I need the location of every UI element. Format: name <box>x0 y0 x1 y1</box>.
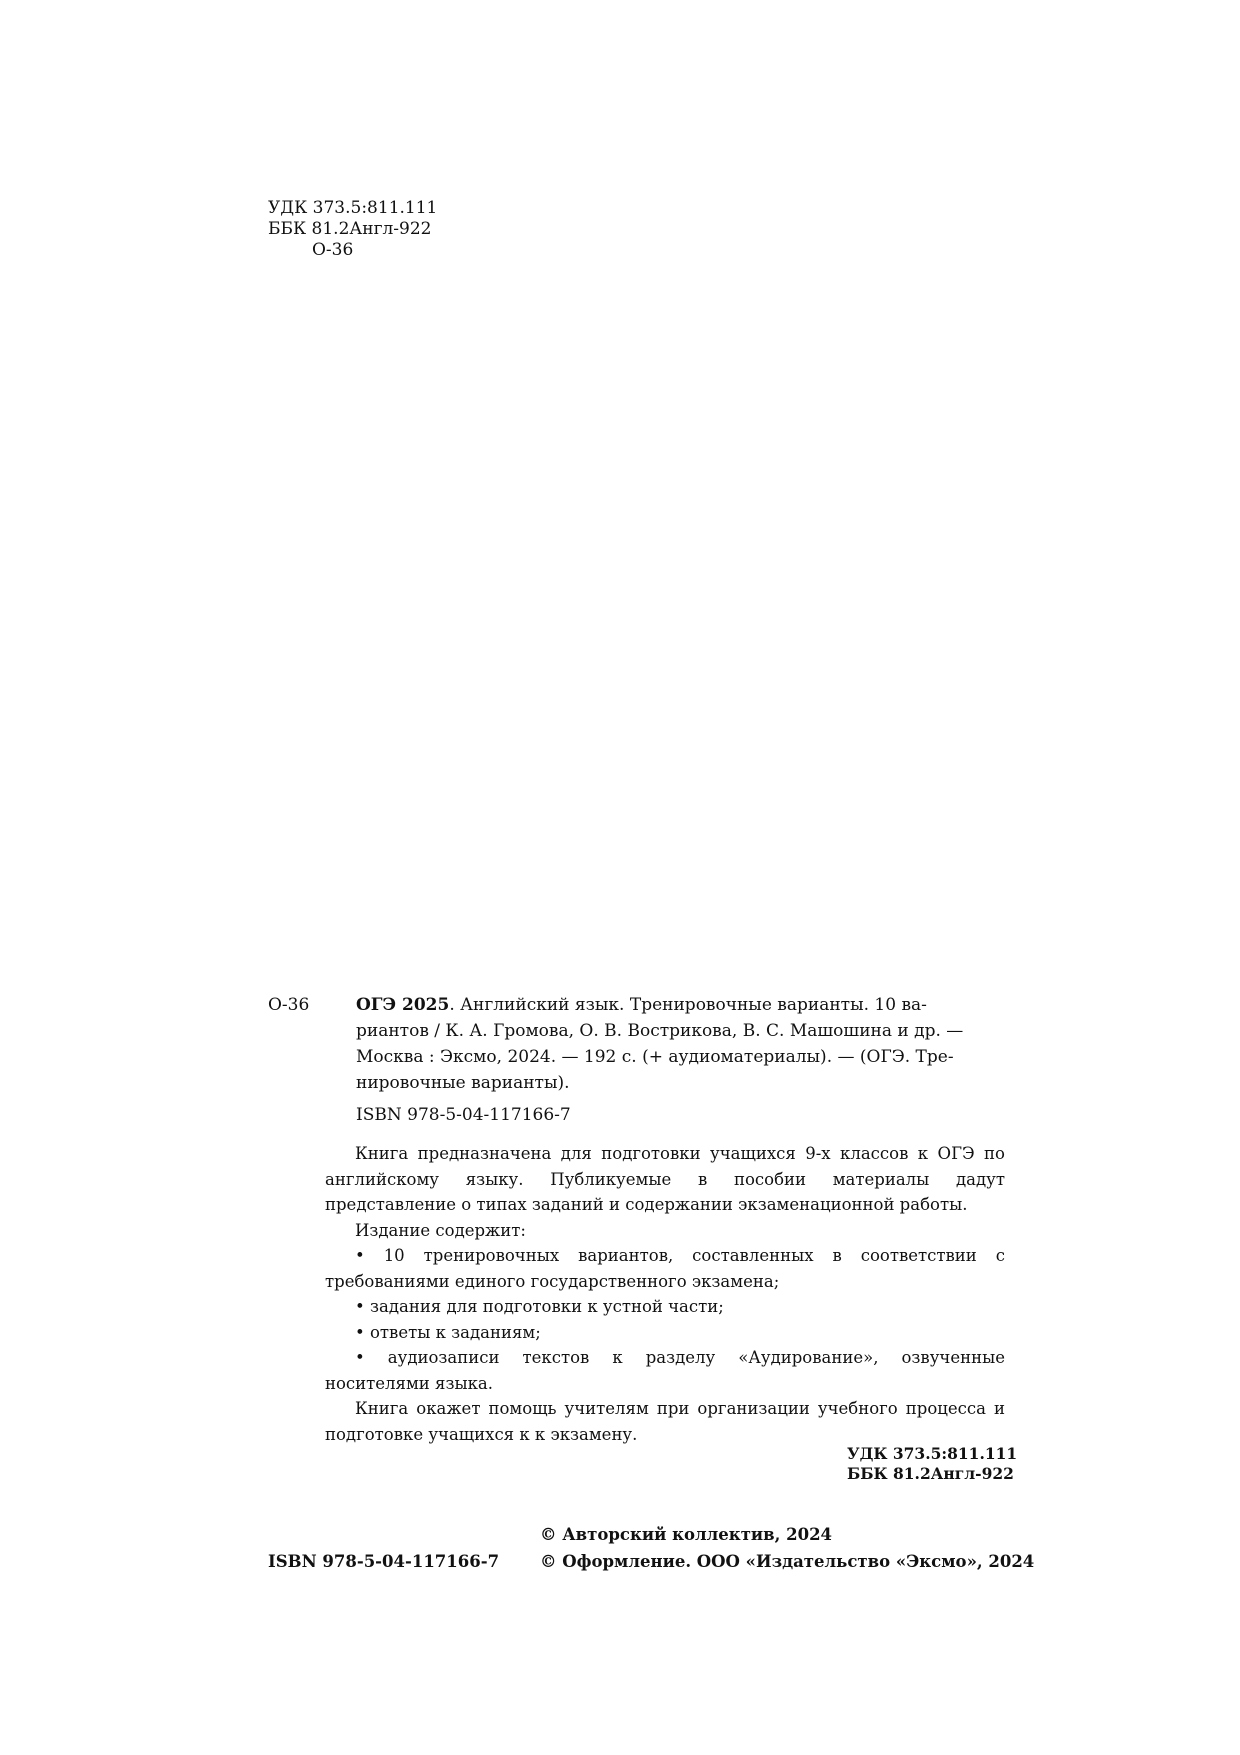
list-item: • аудиозаписи текстов к разделу «Аудирование», озвученные носителями языка. <box>325 1345 1005 1396</box>
catalog-line-4: нировочные варианты). <box>356 1073 570 1093</box>
book-title: ОГЭ 2025 <box>356 995 450 1015</box>
catalog-entry <box>268 992 1004 1096</box>
catalog-author-mark: О-36 <box>268 995 310 1015</box>
annotation <box>325 1141 1005 1447</box>
list-item: • 10 тренировочных вариантов, составленных в соответствии с требованиями единого государственного экзамена; <box>325 1243 1005 1294</box>
list-item: • задания для подготовки к устной части; <box>325 1294 1005 1320</box>
catalog-line-2: риантов / К. А. Громова, О. В. Вострикова, В. С. Машошина и др. — <box>356 1021 964 1041</box>
imprint-isbn: ISBN 978-5-04-117166-7 <box>268 1552 500 1571</box>
list-item: • ответы к заданиям; <box>325 1320 1005 1346</box>
copyright-authors: © Авторский коллектив, 2024 <box>540 1525 833 1544</box>
catalog-isbn: ISBN 978-5-04-117166-7 <box>356 1105 571 1125</box>
bbk-code: ББК 81.2Англ-922 <box>268 219 432 239</box>
udk-code: УДК 373.5:811.111 <box>268 198 438 218</box>
contents-heading: Издание содержит: <box>355 1220 526 1240</box>
bottom-classification-codes <box>847 1444 1017 1484</box>
catalog-line-1: ОГЭ 2025. Английский язык. Тренировочные варианты. 10 ва- <box>356 995 927 1015</box>
bbk-code: ББК 81.2Англ-922 <box>847 1464 1014 1483</box>
author-mark: О-36 <box>312 240 354 260</box>
udk-code: УДК 373.5:811.111 <box>847 1444 1018 1463</box>
copyright-block <box>540 1521 1034 1575</box>
copyright-design: © Оформление. ООО «Издательство «Эксмо», 2024 <box>540 1552 1035 1571</box>
annotation-intro: Книга предназначена для подготовки учащихся 9-х классов к ОГЭ по английскому языку. Публикуемые в пособии материалы дадут представление о типах заданий и содержании экзаменационной работы. <box>325 1144 1005 1214</box>
top-classification-codes <box>268 198 437 261</box>
annotation-closing: Книга окажет помощь учителям при организации учебного процесса и подготовке учащихся к к экзамену. <box>325 1399 1005 1444</box>
catalog-line-3: Москва : Эксмо, 2024. — 192 с. (+ аудиоматериалы). — (ОГЭ. Тре- <box>356 1047 954 1067</box>
